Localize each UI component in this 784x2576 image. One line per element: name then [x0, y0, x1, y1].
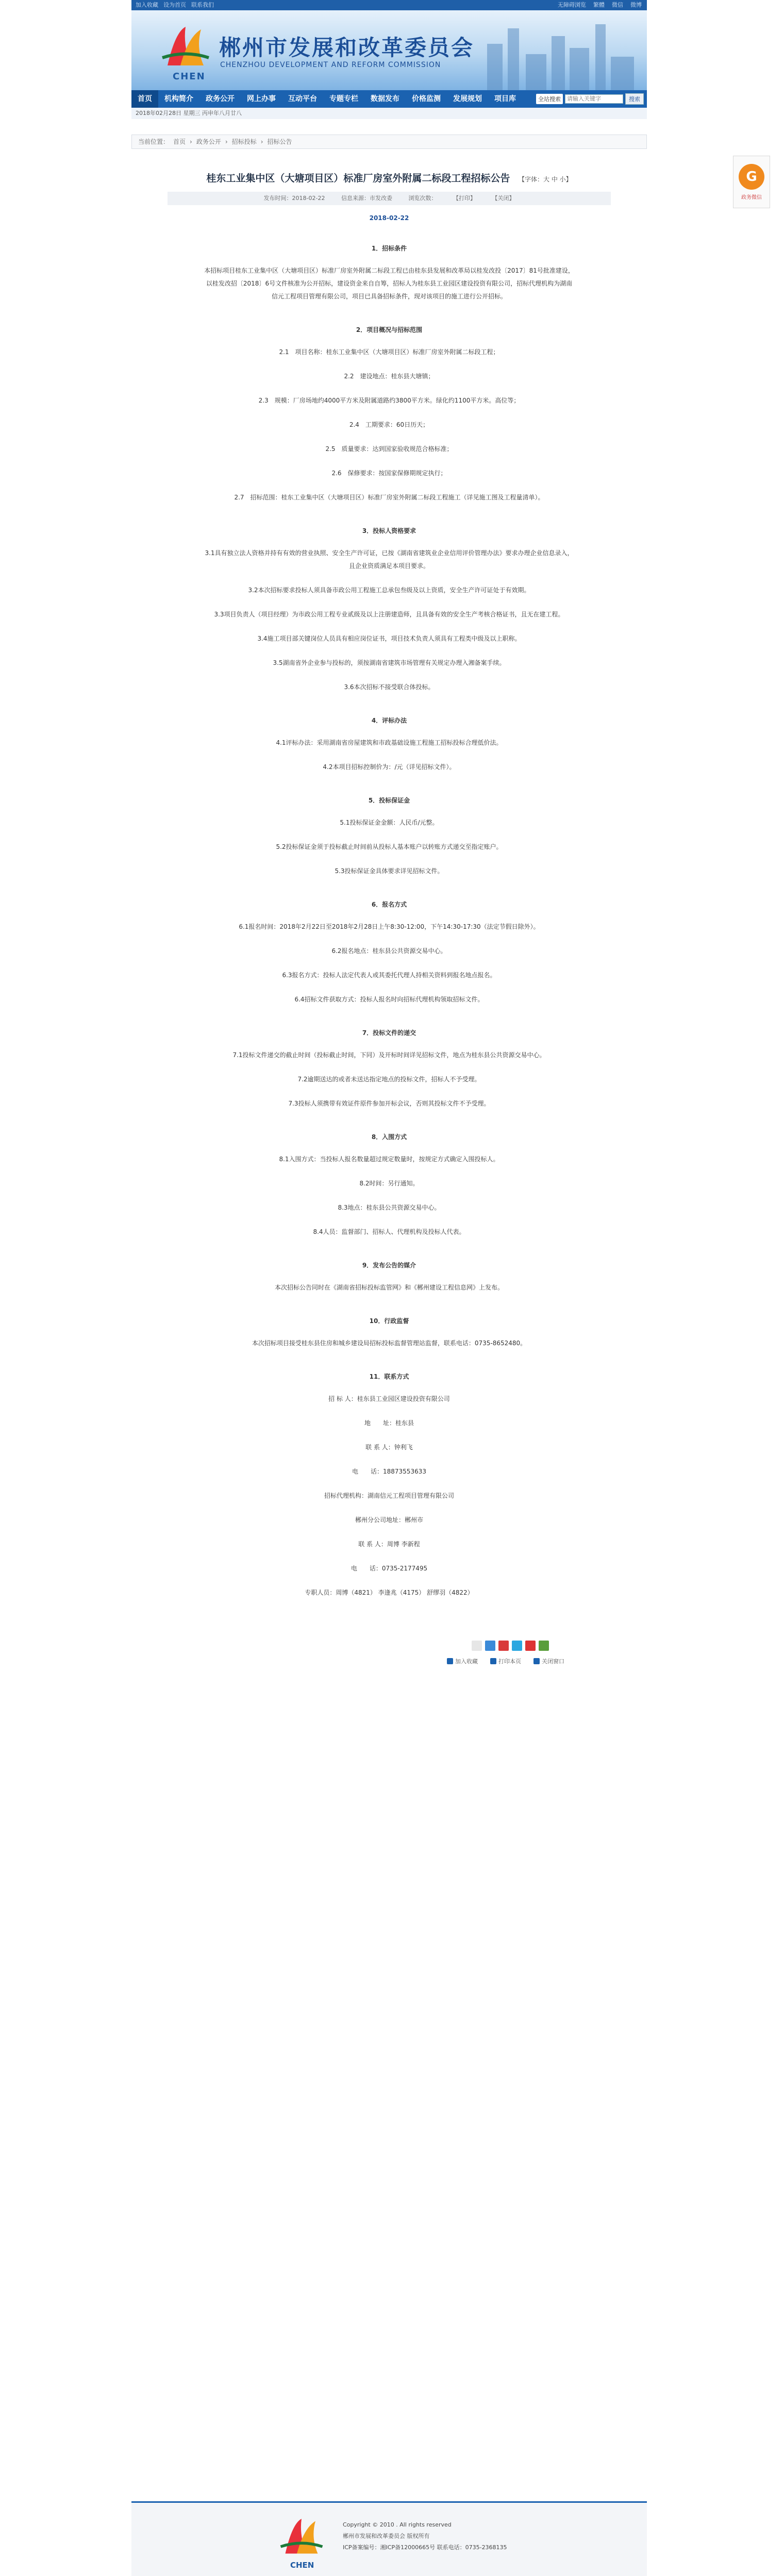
footer-logo-icon: [278, 2514, 325, 2561]
section-heading: 7．投标文件的递交: [362, 1029, 416, 1036]
footer-lines: [343, 2519, 507, 2553]
section-heading: 6．报名方式: [371, 901, 407, 908]
nav-item-data[interactable]: 数据发布: [371, 95, 399, 103]
section-paragraph: 3.1具有独立法人资格并持有有效的营业执照、安全生产许可证，已按《湖南省建筑业企业信用评价管理办法》要求办理企业信息录入，且企业资质满足本项目要求。: [205, 549, 574, 570]
section-paragraph: 7.3投标人须携带有效证件原件参加开标会议，否则其投标文件不予受理。: [288, 1100, 490, 1107]
font-size-control[interactable]: 【字体：大 中 小】: [519, 176, 572, 183]
section-paragraph: 3.6本次招标不接受联合体投标。: [344, 683, 435, 691]
section-paragraph: 4.2本项目招标控制价为：/元（详见招标文件）。: [323, 763, 456, 771]
breadcrumb-notice[interactable]: 招标公告: [267, 138, 292, 145]
section-paragraph: 7.2逾期送达的或者未送达指定地点的投标文件，招标人不予受理。: [297, 1076, 481, 1083]
section-paragraph: 6.2报名地点：桂东县公共资源交易中心。: [331, 947, 447, 955]
nav-item-interaction[interactable]: 互动平台: [288, 95, 317, 103]
section-heading: 5．投标保证金: [368, 797, 410, 804]
nav-item-gov-info[interactable]: 政务公开: [206, 95, 235, 103]
search-box: [536, 93, 647, 105]
breadcrumb-tender[interactable]: 招标投标: [231, 138, 257, 145]
article-body: [204, 242, 575, 1599]
section-paragraph: 7.1投标文件递交的截止时间（投标截止时间，下同）及开标时间详见招标文件，地点为桂东县公共资源交易中心。: [232, 1051, 546, 1059]
section-heading: 10．行政监督: [369, 1317, 409, 1325]
print-page-button[interactable]: 打印本页: [490, 1657, 521, 1665]
section-paragraph: 6.1报名时间：2018年2月22日至2018年2月28日上午8:30-12:00，下午14:30-17:30（法定节假日除外）。: [239, 923, 540, 930]
section-paragraph: 本招标项目桂东工业集中区（大塘项目区）标准厂房室外附属二标段工程已由桂东县发展和改革局以桂发改投〔2017〕81号批准建设，以桂发改招〔2018〕6号文件核准为公开招标，建设资金来自自筹，招标人为桂东县工业园区建设投资有限公司，招标代理机构为湖南信元工程项目管理有限公司，项目已具备招标条件，现对该项目的施工进行公开招标。: [204, 267, 574, 300]
breadcrumb-home[interactable]: 首页: [173, 138, 186, 145]
breadcrumb-sep: ›: [190, 138, 192, 145]
section-paragraph: 郴州分公司地址：郴州市: [355, 1516, 423, 1524]
section-paragraph: 8.2时间：另行通知。: [359, 1180, 419, 1187]
site-footer: [131, 2501, 647, 2576]
site-title-en: CHENZHOU DEVELOPMENT AND REFORM COMMISSION: [220, 61, 441, 69]
weibo-link[interactable]: 微博: [630, 2, 642, 8]
share-bar: [168, 1641, 611, 1651]
section-paragraph: 2.7 招标范围：桂东工业集中区（大塘项目区）标准厂房室外附属二标段工程施工（详见施工图及工程量清单）。: [234, 494, 544, 501]
logo-text: CHEN: [173, 71, 206, 82]
section-paragraph: 2.4 工期要求：60日历天；: [349, 421, 429, 428]
search-input[interactable]: [565, 94, 623, 104]
article-title-row: [168, 171, 611, 185]
printer-icon: [490, 1658, 496, 1664]
section-paragraph: 招标代理机构：湖南信元工程项目管理有限公司: [324, 1492, 454, 1499]
nav-item-about[interactable]: 机构简介: [164, 95, 193, 103]
article-meta: [168, 192, 611, 205]
print-link[interactable]: 【打印】: [453, 195, 476, 202]
meta-views: 浏览次数：: [408, 195, 437, 202]
section-paragraph: 6.4招标文件获取方式：投标人报名时向招标代理机构领取招标文件。: [294, 996, 484, 1003]
section-paragraph: 地 址：桂东县: [364, 1419, 414, 1427]
article-title: 桂东工业集中区（大塘项目区）标准厂房室外附属二标段工程招标公告: [206, 173, 510, 184]
date-bar: 2018年02月28日 星期三 丙申年八月廿八: [131, 108, 647, 119]
section-heading: 9．发布公告的媒介: [362, 1262, 416, 1269]
section-paragraph: 4.1评标办法：采用湖南省房屋建筑和市政基础设施工程施工招标投标合理低价法。: [276, 739, 503, 746]
footer-owner: 郴州市发展和改革委员会 版权所有: [343, 2533, 430, 2539]
add-favorite-button[interactable]: 加入收藏: [447, 1657, 478, 1665]
publish-date: 2018-02-22: [369, 214, 409, 222]
section-paragraph: 3.2本次招标要求投标人须具备市政公用工程施工总承包叁级及以上资质，安全生产许可证处于有效期。: [248, 587, 530, 594]
section-paragraph: 专职人员：周博（4821） 李逢兆（4175） 舒缪羽（4822）: [305, 1589, 474, 1596]
footer-copyright: Copyright © 2010 . All rights reserved: [343, 2521, 452, 2528]
section-paragraph: 电 话：18873553633: [352, 1468, 426, 1475]
section-paragraph: 2.2 建设地点：桂东县大塘镇；: [344, 373, 435, 380]
star-icon: [447, 1658, 453, 1664]
nav-item-price[interactable]: 价格监测: [412, 95, 441, 103]
section-heading: 2．项目概况与招标范围: [356, 326, 423, 333]
close-window-button[interactable]: 关闭窗口: [533, 1657, 564, 1665]
contact-link[interactable]: 联系我们: [191, 2, 214, 8]
main-nav: [131, 90, 647, 108]
section-paragraph: 8.4人员：监督部门、招标人、代理机构及投标人代表。: [313, 1228, 465, 1235]
close-link[interactable]: 【关闭】: [492, 195, 515, 202]
section-paragraph: 2.6 保修要求：按国家保修期规定执行；: [331, 470, 447, 477]
section-paragraph: 3.3项目负责人（项目经理）为市政公用工程专业贰级及以上注册建造师，且具备有效的安全生产考核合格证书，且无在建工程。: [214, 611, 564, 618]
nav-item-projects[interactable]: 项目库: [494, 95, 516, 103]
article: [168, 171, 611, 1665]
section-paragraph: 8.1入围方式：当投标人报名数量超过规定数量时，按规定方式确定入围投标人。: [279, 1156, 499, 1163]
meta-source: 信息来源：市发改委: [341, 195, 392, 202]
top-links-right: [558, 0, 647, 10]
article-tools: [168, 1657, 611, 1665]
favorite-link[interactable]: 加入收藏: [136, 2, 158, 8]
wechat-badge-label: 政务微信: [741, 194, 762, 200]
site-logo-icon[interactable]: [160, 22, 211, 73]
section-paragraph: 联 系 人：钟利飞: [365, 1444, 413, 1451]
homepage-link[interactable]: 设为首页: [163, 2, 186, 8]
breadcrumb-prefix: 当前位置：: [138, 138, 170, 145]
breadcrumb-sep: ›: [225, 138, 228, 145]
share-tencent-icon[interactable]: [512, 1641, 522, 1651]
top-strip: [131, 0, 647, 10]
top-links-left: [131, 0, 558, 10]
nav-item-topics[interactable]: 专题专栏: [329, 95, 358, 103]
section-paragraph: 8.3地点：桂东县公共资源交易中心。: [338, 1204, 441, 1211]
section-paragraph: 招 标 人：桂东县工业园区建设投资有限公司: [328, 1395, 450, 1402]
accessibility-link[interactable]: 无障碍浏览: [558, 2, 586, 8]
share-qzone-icon[interactable]: [485, 1641, 495, 1651]
section-heading: 11．联系方式: [369, 1373, 409, 1380]
section-paragraph: 3.4施工项目部关键岗位人员具有相应岗位证书，项目技术负责人须具有工程类中级及以上职称。: [257, 635, 521, 642]
footer-logo-text: CHEN: [290, 2561, 314, 2570]
search-button[interactable]: 搜索: [625, 93, 644, 105]
wechat-link[interactable]: 微信: [612, 2, 623, 8]
close-icon: [533, 1658, 540, 1664]
section-paragraph: 6.3报名方式：投标人法定代表人或其委托代理人持相关资料到报名地点报名。: [282, 972, 496, 979]
search-scope-select[interactable]: 全站搜索: [536, 94, 563, 104]
site-title: 郴州市发展和改革委员会: [219, 35, 475, 60]
section-paragraph: 2.5 质量要求：达到国家验收规范合格标准；: [325, 445, 453, 453]
section-paragraph: 2.1 项目名称：桂东工业集中区（大塘项目区）标准厂房室外附属二标段工程；: [279, 348, 499, 356]
section-paragraph: 2.3 规模：厂房场地约4000平方米及附属道路约3800平方米。绿化约1100平方米。高位等；: [258, 397, 520, 404]
traditional-link[interactable]: 繁體: [593, 2, 605, 8]
section-heading: 1．招标条件: [371, 245, 407, 252]
section-paragraph: 本次招标公告同时在《湖南省招标投标监管网》和《郴州建设工程信息网》上发布。: [274, 1284, 504, 1291]
share-wechat-icon[interactable]: [539, 1641, 549, 1651]
section-paragraph: 电 话：0735-2177495: [351, 1565, 428, 1572]
footer-icp: ICP备案编号：湘ICP备12000665号 联系电话：0735-2368135: [343, 2544, 507, 2551]
nav-item-online-service[interactable]: 网上办事: [247, 95, 276, 103]
share-more-icon[interactable]: [472, 1641, 482, 1651]
meta-publish-time: 发布时间：2018-02-22: [263, 195, 325, 202]
nav-item-home[interactable]: 首页: [131, 90, 158, 108]
breadcrumb-gov-info[interactable]: 政务公开: [196, 138, 221, 145]
breadcrumb-sep: ›: [260, 138, 263, 145]
section-heading: 4．评标办法: [371, 717, 407, 724]
section-paragraph: 5.3投标保证金具体要求详见招标文件。: [335, 867, 444, 875]
wechat-badge-icon: G: [739, 164, 764, 190]
site-banner: [131, 10, 647, 90]
section-paragraph: 联 系 人：周博 李新程: [358, 1541, 420, 1548]
floating-wechat-badge[interactable]: [733, 156, 770, 208]
nav-item-planning[interactable]: 发展规划: [453, 95, 482, 103]
section-heading: 3．投标人资格要求: [362, 527, 416, 534]
share-renren-icon[interactable]: [525, 1641, 536, 1651]
section-paragraph: 本次招标项目接受桂东县住房和城乡建设局招标投标监督管理站监督，联系电话：0735-8652480。: [252, 1340, 527, 1347]
share-weibo-icon[interactable]: [498, 1641, 509, 1651]
section-heading: 8．入围方式: [371, 1133, 407, 1141]
section-paragraph: 3.5湖南省外企业参与投标的，须按湖南省建筑市场管理有关规定办理入湘备案手续。: [273, 659, 506, 666]
section-paragraph: 5.1投标保证金金额：人民币/元整。: [340, 819, 439, 826]
section-paragraph: 5.2投标保证金须于投标截止时间前从投标人基本账户以转账方式递交至指定账户。: [276, 843, 503, 850]
breadcrumb: [131, 135, 647, 149]
